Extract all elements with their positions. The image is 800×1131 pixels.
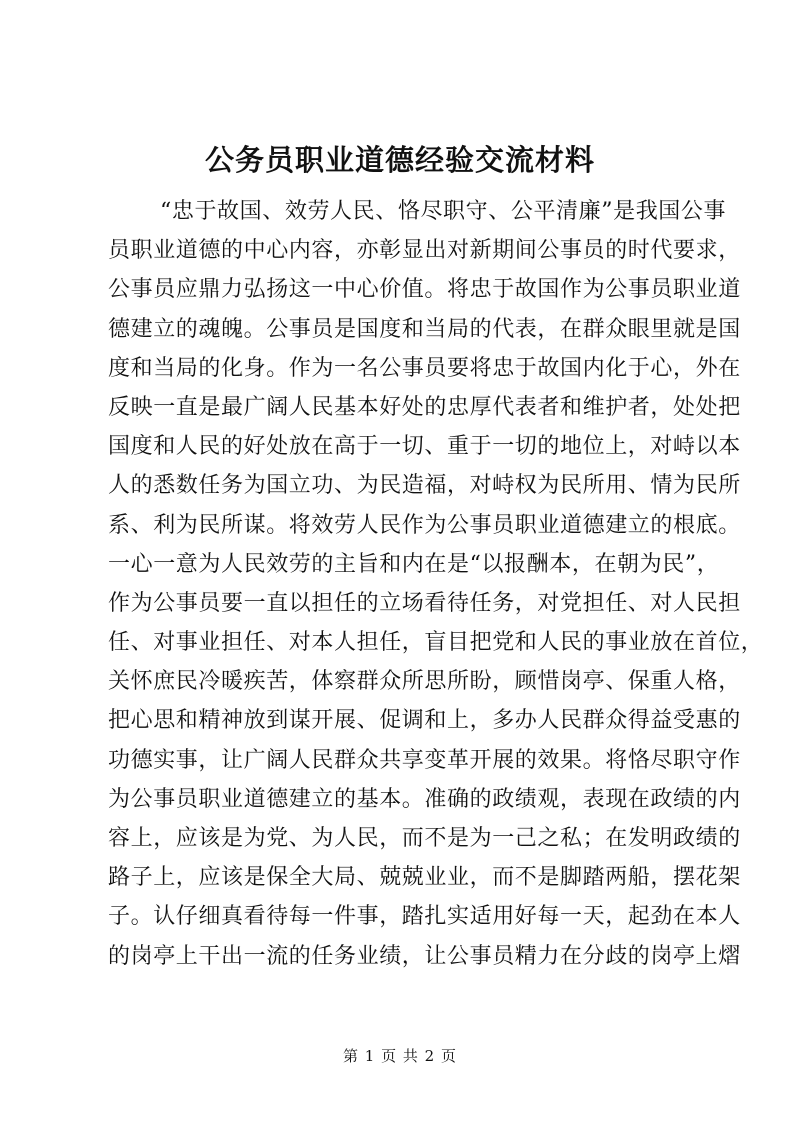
body-line: 系、利为民所谋。将效劳人民作为公事员职业道德建立的根底。 — [108, 512, 741, 538]
body-line: 度和当局的化身。作为一名公事员要将忠于故国内化于心，外在 — [108, 355, 741, 381]
body-line: 把心思和精神放到谋开展、促调和上，多办人民群众得益受惠的 — [108, 708, 741, 734]
body-line: 功德实事，让广阔人民群众共享变革开展的效果。将恪尽职守作 — [108, 747, 741, 773]
body-line: 关怀庶民冷暖疾苦，体察群众所思所盼，顾惜岗亭、保重人格， — [108, 669, 741, 695]
document-title: 公务员职业道德经验交流材料 — [204, 143, 595, 177]
page-number: 第 1 页 共 2 页 — [343, 1047, 457, 1065]
body-line: 人的悉数任务为国立功、为民造福，对峙权为民所用、情为民所 — [108, 473, 741, 499]
body-line: 作为公事员要一直以担任的立场看待任务，对党担任、对人民担 — [108, 590, 741, 616]
body-line: 反映一直是最广阔人民基本好处的忠厚代表者和维护者，处处把 — [108, 394, 741, 420]
body-line: “忠于故国、效劳人民、恪尽职守、公平清廉”是我国公事 — [160, 199, 727, 224]
body-line: 员职业道德的中心内容，亦彰显出对新期间公事员的时代要求， — [108, 238, 741, 264]
body-line: 德建立的魂魄。公事员是国度和当局的代表，在群众眼里就是国 — [108, 316, 741, 342]
body-line: 为公事员职业道德建立的基本。准确的政绩观，表现在政绩的内 — [108, 786, 741, 812]
body-line: 任、对事业担任、对本人担任，盲目把党和人民的事业放在首位， — [108, 630, 764, 656]
document-body — [108, 192, 764, 976]
body-line: 子。认仔细真看待每一件事，踏扎实适用好每一天，起劲在本人 — [108, 904, 741, 930]
body-line: 的岗亭上干出一流的任务业绩，让公事员精力在分歧的岗亭上熠 — [108, 943, 741, 969]
body-line: 国度和人民的好处放在高于一切、重于一切的地位上，对峙以本 — [108, 434, 741, 460]
body-line: 路子上，应该是保全大局、兢兢业业，而不是脚踏两船，摆花架 — [108, 865, 741, 891]
body-line: 公事员应鼎力弘扬这一中心价值。将忠于故国作为公事员职业道 — [108, 277, 741, 303]
body-line: 容上，应该是为党、为人民，而不是为一己之私；在发明政绩的 — [108, 826, 741, 851]
body-line: 一心一意为人民效劳的主旨和内在是“以报酬本，在朝为民”， — [108, 551, 720, 577]
